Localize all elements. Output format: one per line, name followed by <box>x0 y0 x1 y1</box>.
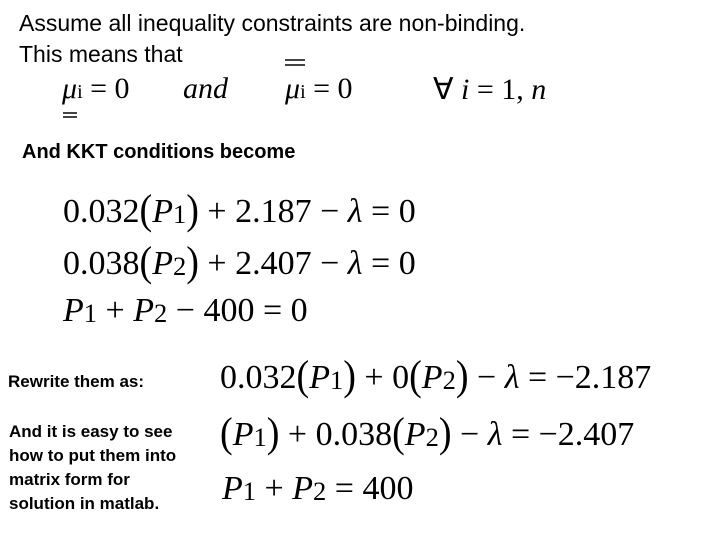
kkt-equation-3: P1 + P2 − 400 = 0 <box>63 292 308 329</box>
matrix-note <box>9 420 176 516</box>
equals-zero: = 0 <box>82 72 130 105</box>
kkt-equation-2: 0.038(P2) + 2.407 − λ = 0 <box>63 238 416 286</box>
matrix-note-line: And it is easy to see <box>9 422 173 441</box>
underline-marker <box>63 112 77 118</box>
rewrite-equation-3: P1 + P2 = 400 <box>222 470 414 507</box>
intro-line-1: Assume all inequality constraints are non-binding. <box>19 10 526 36</box>
mu-lower-equals-zero <box>62 72 130 106</box>
equals-zero-upper: = 0 <box>305 72 353 105</box>
matrix-note-line: matrix form for <box>9 470 130 489</box>
kkt-equation-1: 0.032(P1) + 2.187 − λ = 0 <box>63 186 416 234</box>
matrix-note-line: how to put them into <box>9 446 177 465</box>
mu-subscript: i <box>77 81 83 104</box>
rewrite-equation-2: (P1) + 0.038(P2) − λ = −2.407 <box>220 409 635 457</box>
mu-subscript-upper: i <box>300 81 306 104</box>
mu-symbol-upper: μ <box>285 72 301 105</box>
mu-upper-equals-zero <box>285 72 353 106</box>
rewrite-label: Rewrite them as: <box>8 372 145 391</box>
forall-symbol: ∀ <box>433 73 462 106</box>
mu-symbol: μ <box>62 72 78 105</box>
matrix-note-line: solution in matlab. <box>9 494 160 513</box>
and-word: and <box>183 72 228 105</box>
for-all-i-range: ∀ i = 1, n <box>433 73 547 106</box>
intro-line-2: This means that <box>19 41 183 67</box>
overline-marker <box>285 59 305 66</box>
kkt-heading: And KKT conditions become <box>22 141 296 163</box>
rewrite-equation-1: 0.032(P1) + 0(P2) − λ = −2.187 <box>220 352 652 400</box>
